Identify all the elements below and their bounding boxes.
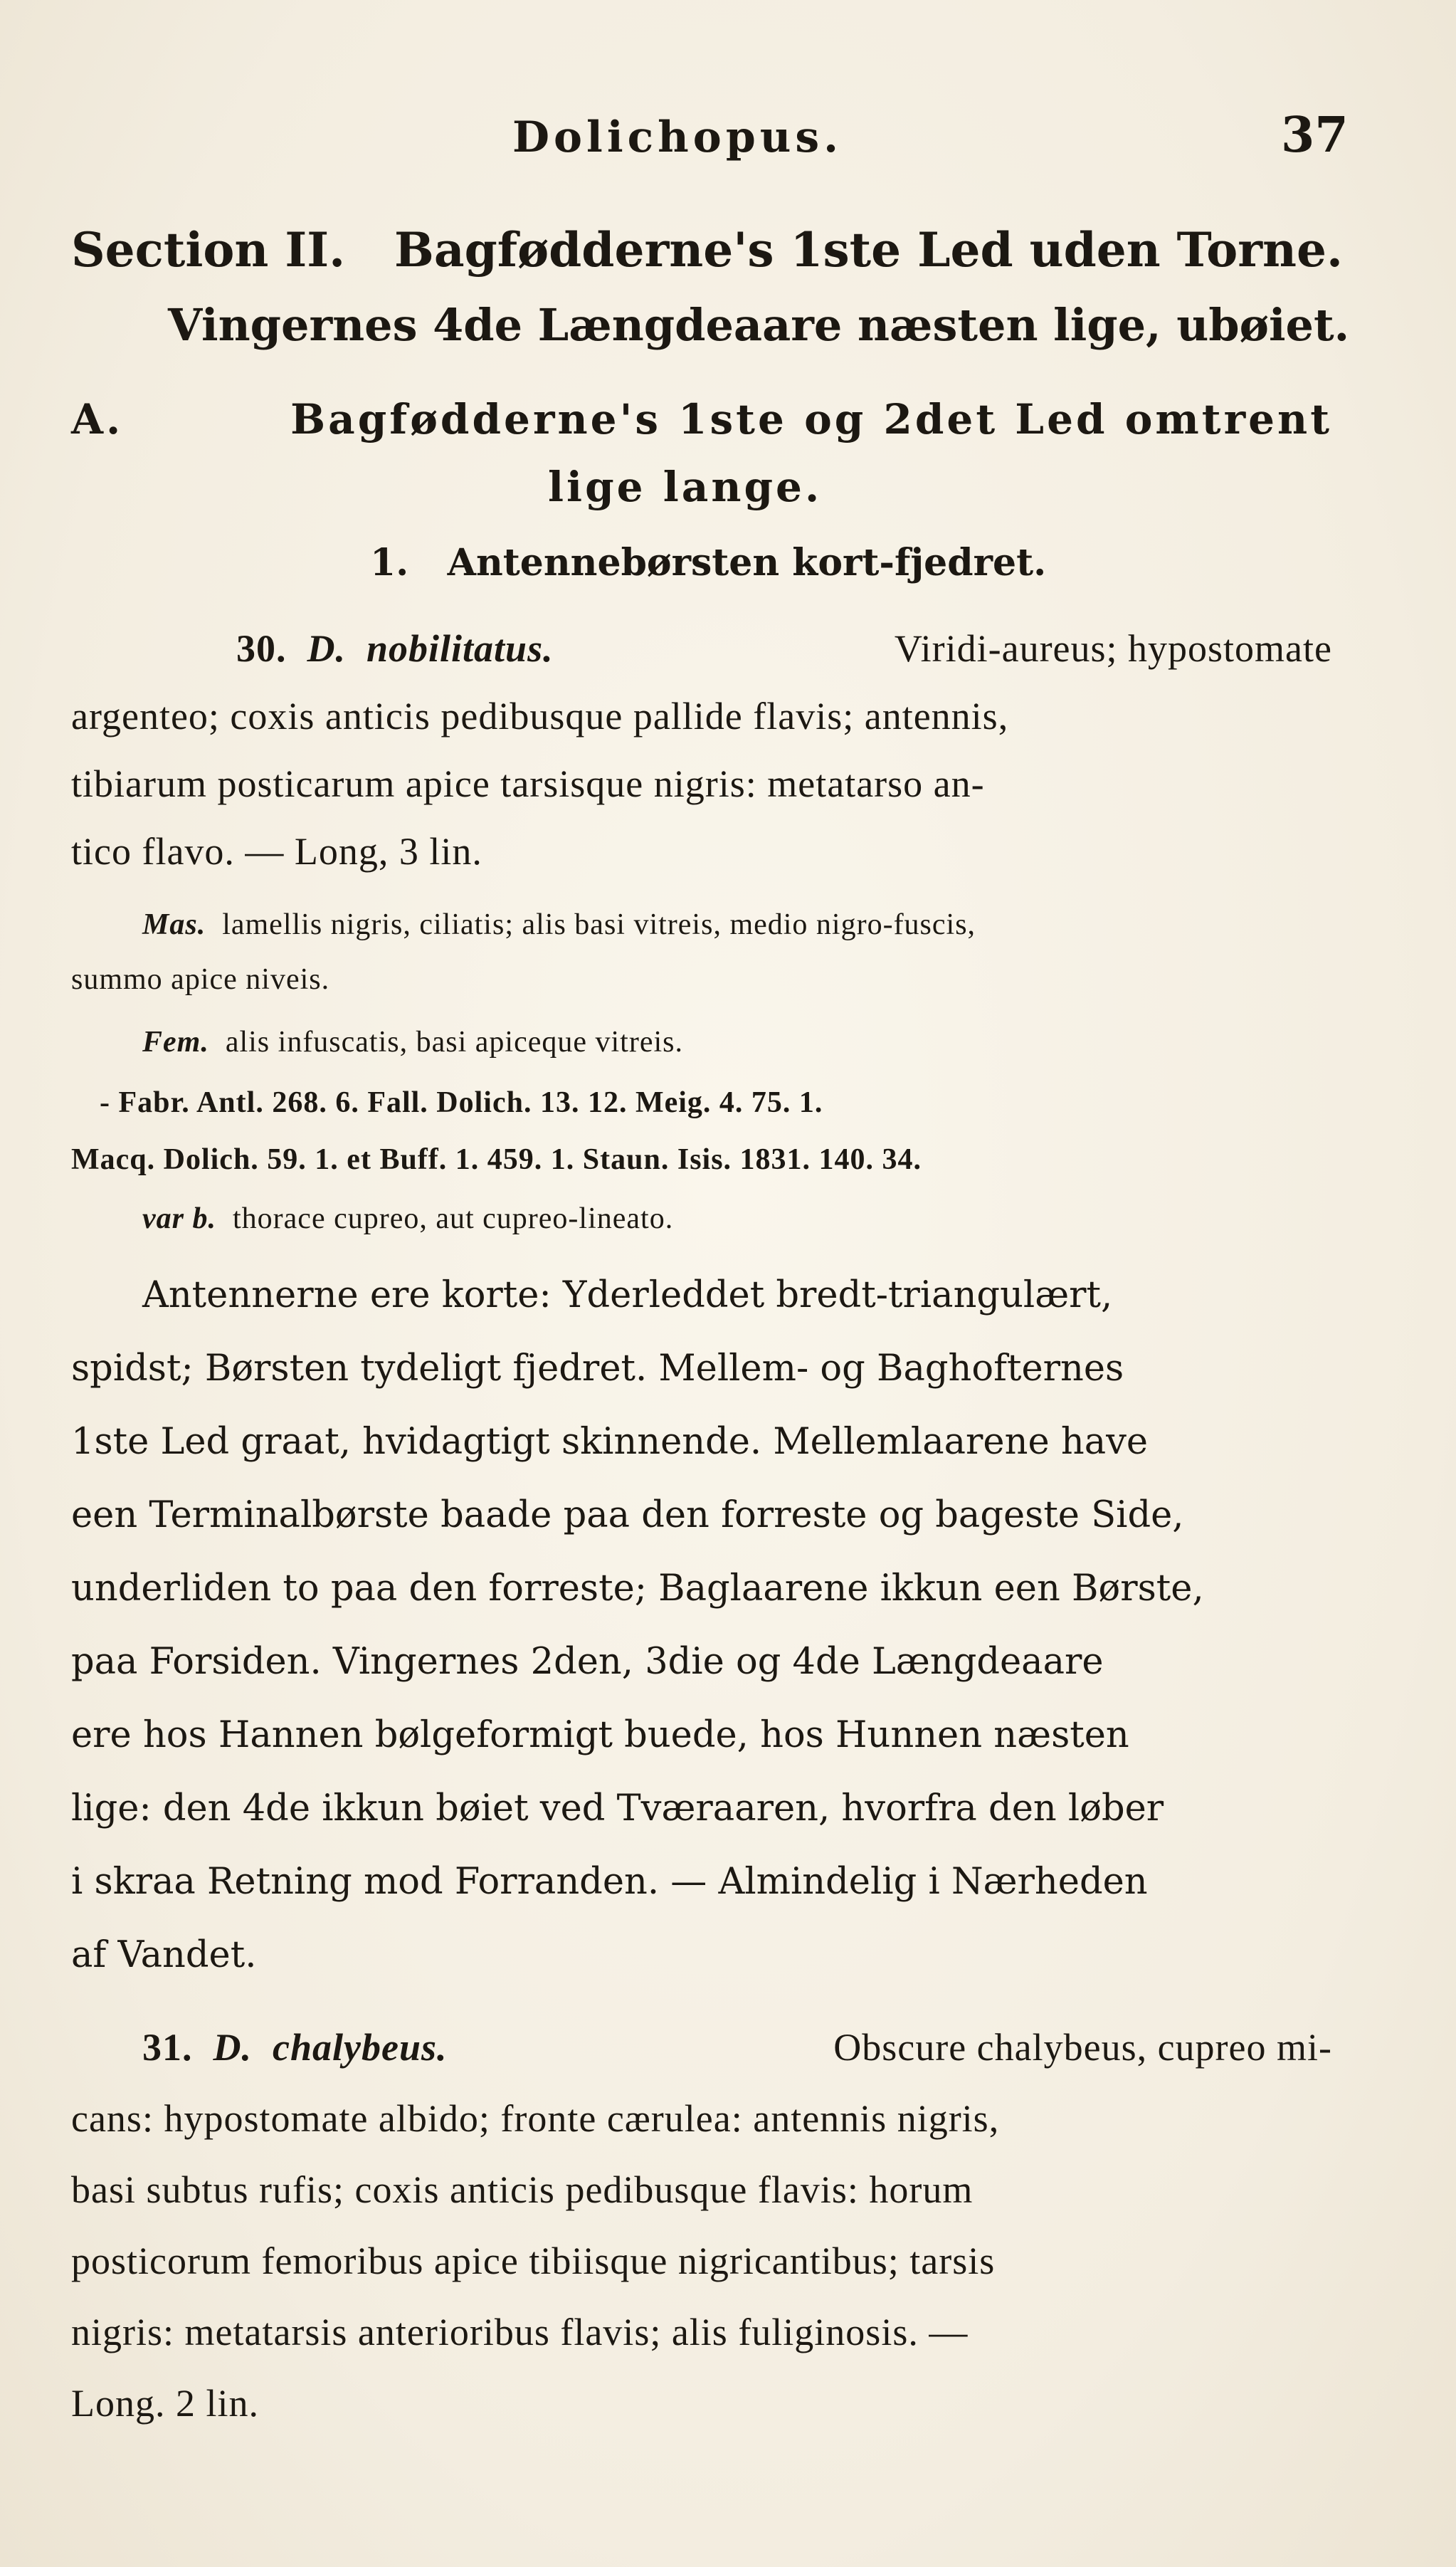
species-31-diagnosis-6: Long. 2 lin. [71,2382,259,2425]
description-line-8: lige: den 4de ikkun bøiet ved Tværaaren, hvorfra den løber [71,1788,1164,1830]
species-30-references-1: - Fabr. Antl. 268. 6. Fall. Dolich. 13. 12. Meig. 4. 75. 1. [100,1086,823,1119]
species-30-diagnosis-3: tibiarum posticarum apice tarsisque nigris: metatarso an- [71,762,985,805]
species-30-diagnosis-4: tico flavo. — Long, 3 lin. [71,830,482,873]
variety-label: var b. [142,1202,216,1235]
species-30-references-2: Macq. Dolich. 59. 1. et Buff. 1. 459. 1. Staun. Isis. 1831. 140. 34. [71,1143,922,1176]
species-31-diagnosis-3: basi subtus rufis; coxis anticis pedibusque flavis: horum [71,2168,974,2211]
species-30-name: nobilitatus. [366,627,554,670]
description-line-2: spidst; Børsten tydeligt fjedret. Mellem- og Baghofternes [71,1348,1124,1390]
species-31-genus: D. [213,2026,252,2069]
species-30-line-1 [236,626,1332,671]
description-line-3: 1ste Led graat, hvidagtigt skinnende. Mellemlaarene have [71,1421,1149,1463]
species-30-diagnosis-1: Viridi-aureus; hypostomate [894,627,1332,670]
section-label: Section II. [71,222,346,278]
description-line-4: een Terminalbørste baade paa den forreste og bageste Side, [71,1494,1184,1536]
variety-text: thorace cupreo, aut cupreo-lineato. [233,1202,674,1235]
species-31-diagnosis-4: posticorum femoribus apice tibiisque nigricantibus; tarsis [71,2240,996,2282]
fem-label: Fem. [142,1026,209,1059]
running-title: Dolichopus. [512,112,843,162]
section-heading-line-1 [71,222,1343,278]
subsection-heading-line-2 [548,463,822,511]
description-line-9: i skraa Retning mod Forranden. — Almindelig i Nærheden [71,1861,1148,1903]
species-31-diagnosis-5: nigris: metatarsis anterioribus flavis; alis fuliginosis. — [71,2311,969,2353]
running-head [0,107,1456,171]
section-heading-line-2 [168,299,1349,351]
group-title: Antennebørsten kort-fjedret. [447,541,1047,584]
species-30-diagnosis-2: argenteo; coxis anticis pedibusque pallide flavis; antennis, [71,695,1009,737]
description-line-10: af Vandet. [71,1934,257,1976]
mas-text-1: lamellis nigris, ciliatis; alis basi vitreis, medio nigro-fuscis, [222,908,976,941]
subsection-heading-line-1 [71,395,1332,443]
species-30-genus: D. [307,627,346,670]
mas-label: Mas. [142,908,206,941]
subsection-title-a: Bagfødderne's 1ste og 2det Led omtrent [290,395,1332,443]
species-31-diagnosis-2: cans: hypostomate albido; fronte cærulea: antennis nigris, [71,2097,1000,2140]
page-number: 37 [1281,107,1349,164]
description-line-5: underliden to paa den forreste; Baglaarene ikkun een Børste, [71,1568,1204,1610]
subsection-title-b: lige lange. [548,463,823,511]
species-30-mas-line-2: summo apice niveis. [71,963,330,996]
description-line-6: paa Forsiden. Vingernes 2den, 3die og 4de Længdeaare [71,1641,1104,1683]
subsection-letter: A. [71,395,124,443]
section-title-b: Vingernes 4de Længdeaare næsten lige, ubøiet. [168,299,1350,351]
species-31-diagnosis-1: Obscure chalybeus, cupreo mi- [833,2026,1332,2069]
description-line-1: Antennerne ere korte: Yderleddet bredt-triangulært, [142,1274,1113,1316]
species-30-number: 30. [236,627,287,670]
species-31-number: 31. [142,2026,193,2069]
species-30-mas-line-1 [142,908,976,942]
species-31-name: chalybeus. [273,2026,448,2069]
species-30-fem-line [142,1025,683,1059]
fem-text: alis infuscatis, basi apiceque vitreis. [225,1026,683,1059]
group-number: 1. [370,541,409,584]
section-title-a: Bagfødderne's 1ste Led uden Torne. [394,222,1343,278]
description-line-7: ere hos Hannen bølgeformigt buede, hos Hunnen næsten [71,1714,1129,1756]
species-31-line-1 [142,2025,1332,2069]
species-30-variety [142,1202,673,1236]
group-heading [370,541,1046,584]
